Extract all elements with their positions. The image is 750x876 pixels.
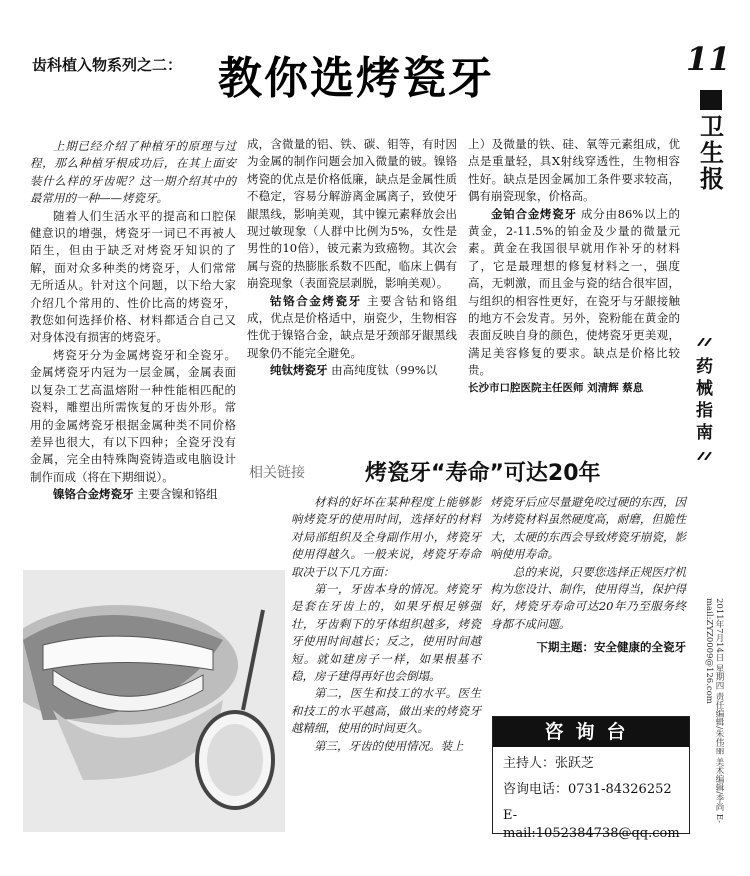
dateline: 2011年7月14日 星期四 bbox=[714, 598, 724, 690]
slash-ornament-icon bbox=[696, 452, 718, 460]
teeth-mirror-photo bbox=[23, 570, 285, 832]
body-paragraph: 总的来说，只要您选择正规医疗机构为您设计、制作，使用得当，保护得好，烤瓷牙寿命可达20年乃至服务终身都不成问题。 bbox=[490, 564, 686, 631]
masthead bbox=[700, 90, 724, 192]
body-text: 主要含镍和铬组 bbox=[137, 487, 218, 502]
body-paragraph: 成，含微量的铝、铁、碳、钼等，有时因为金属的制作问题会加入微量的铍。镍铬烤瓷的优点是价格低廉，缺点是金属性质不稳定，容易分解游离金属离子，致使牙龈黑线，影响美观，其中镍元素释放会出现过敏现象（人群中比例为5%，女性是男性的10倍），铍元素为致癌物。其次会属与瓷的热膨胀系数不匹配，临床上偶有崩瓷现象（表面瓷层剥脱，影响美观）。 bbox=[247, 137, 457, 291]
related-label: 相关链接 bbox=[249, 465, 305, 481]
subheading: 金铂合金烤瓷牙 bbox=[491, 206, 577, 221]
page-number: 11 bbox=[686, 40, 731, 78]
dateline-block bbox=[700, 598, 724, 876]
related-title: 烤瓷牙“寿命”可达20年 bbox=[365, 461, 601, 486]
subheading: 纯钛烤瓷牙 bbox=[270, 363, 328, 378]
series-kicker: 齿科植入物系列之二： bbox=[32, 56, 183, 74]
body-paragraph: 第三，牙齿的使用情况。装上 bbox=[314, 738, 464, 753]
subheading: 镍铬合金烤瓷牙 bbox=[53, 487, 134, 502]
related-col-right bbox=[490, 494, 686, 657]
email: E-mail:ZYZ0009@126.com bbox=[704, 598, 724, 824]
paper-name: 卫生报 bbox=[700, 113, 724, 193]
body-paragraph: 第二，医生和技工的水平。医生和技工的水平越高，做出来的烤瓷牙越精细，使用的时间更久。 bbox=[291, 686, 481, 736]
article-col-1 bbox=[30, 138, 236, 504]
body-text: 主要含钴和铬组成，优点是价格适中，崩瓷少，生物相容性优于镍铬合金，缺点是牙颈部牙龈黑线现象仍不能完全避免。 bbox=[247, 293, 458, 360]
body-paragraph: 烤瓷牙后应尽量避免咬过硬的东西，因为烤瓷材料虽然硬度高，耐磨，但脆性大，太硬的东西会导致烤瓷牙崩瓷，影响使用寿命。 bbox=[490, 495, 686, 562]
body-paragraph: 上）及微量的铁、硅、氧等元素组成，优点是重量轻，具X射线穿透性，生物相容性好。缺点是因金属加工条件要求较高，偶有崩瓷现象，价格高。 bbox=[468, 137, 680, 204]
lead-paragraph: 上期已经介绍了种植牙的原理与过程，那么种植牙根成功后，在其上面安装什么样的牙齿呢？这一期介绍其中的最常用的一种——烤瓷牙。 bbox=[30, 139, 236, 206]
body-text: 成分由86%以上的黄金，2-11.5%的铂金及少量的微量元素。黄金在我国很早就用作补牙的材料了，它是最理想的修复材料之一，强度高，无刺激，而且金与瓷的结合很牢固，与组织的相容性更好，在瓷牙与牙龈接触的地方不会发青。另外，瓷粉能在黄金的表面反映自身的颜色，使烤瓷牙更美观，满足美容修复的要求。缺点是价格比较贵。 bbox=[468, 206, 680, 378]
body-paragraph: 第一，牙齿本身的情况。烤瓷牙是套在牙齿上的，如果牙根足够强壮，牙齿剩下的牙体组织越多，烤瓷牙使用时间越长；反之，使用时间越短。就如建房子一样，如果根基不稳，房子建得再好也会倒塌。 bbox=[291, 582, 481, 684]
byline: 长沙市口腔医院主任医师 刘清辉 蔡息 bbox=[468, 381, 644, 394]
related-col-left bbox=[291, 494, 481, 755]
section-label-block bbox=[696, 338, 722, 460]
article-col-3 bbox=[468, 136, 680, 397]
consult-title: 咨询台 bbox=[493, 717, 689, 747]
body-paragraph: 材料的好坏在某种程度上能够影响烤瓷牙的使用时间，选择好的材料对局部组织及全身副作用小，烤瓷牙使用得越久。一般来说，烤瓷牙寿命取决于以下几方面： bbox=[291, 495, 481, 579]
article-col-2 bbox=[247, 136, 457, 380]
consult-phone: 咨询电话：0731-84326252 bbox=[503, 782, 672, 797]
editor-credit: 责任编辑/朱伟丽 美术编辑/李尚 bbox=[714, 692, 724, 812]
body-paragraph: 随着人们生活水平的提高和口腔保健意识的增强，烤瓷牙一词已不再被人陌生，但由于缺乏对烤瓷牙知识的了解，面对众多种类的烤瓷牙，人们常常无所适从。针对这个问题，以下给大家介绍几个常用的、性价比高的烤瓷牙，教您如何选择价格、材料都适合自己又对身体没有损害的烤瓷牙。 bbox=[30, 208, 236, 345]
newspaper-logo-icon bbox=[700, 90, 722, 110]
consult-host: 主持人：张跃芝 bbox=[503, 756, 595, 771]
body-text: 由高纯度钛（99%以 bbox=[331, 363, 438, 378]
body-paragraph: 烤瓷牙分为金属烤瓷牙和全瓷牙。金属烤瓷牙内冠为一层金属，金属表面以复杂工艺高温熔附一种性能相匹配的瓷料，雕塑出所需恢复的牙齿外形。常用的金属烤瓷牙根据金属种类不同价格差异也很大，有以下四种；全瓷牙没有金属，完全由特殊陶瓷铸造或电脑设计制作而成（将在下期细说）。 bbox=[30, 347, 236, 484]
section-label: 药械指南 bbox=[696, 357, 713, 443]
next-issue: 下期主题：安全健康的全瓷牙 bbox=[536, 640, 686, 655]
headline: 教你选烤瓷牙 bbox=[218, 53, 494, 104]
slash-ornament-icon bbox=[696, 338, 718, 346]
consult-box bbox=[492, 716, 690, 841]
subheading: 钴铬合金烤瓷牙 bbox=[270, 293, 362, 308]
consult-email: E-mail:1052384738@qq.com bbox=[503, 808, 680, 841]
